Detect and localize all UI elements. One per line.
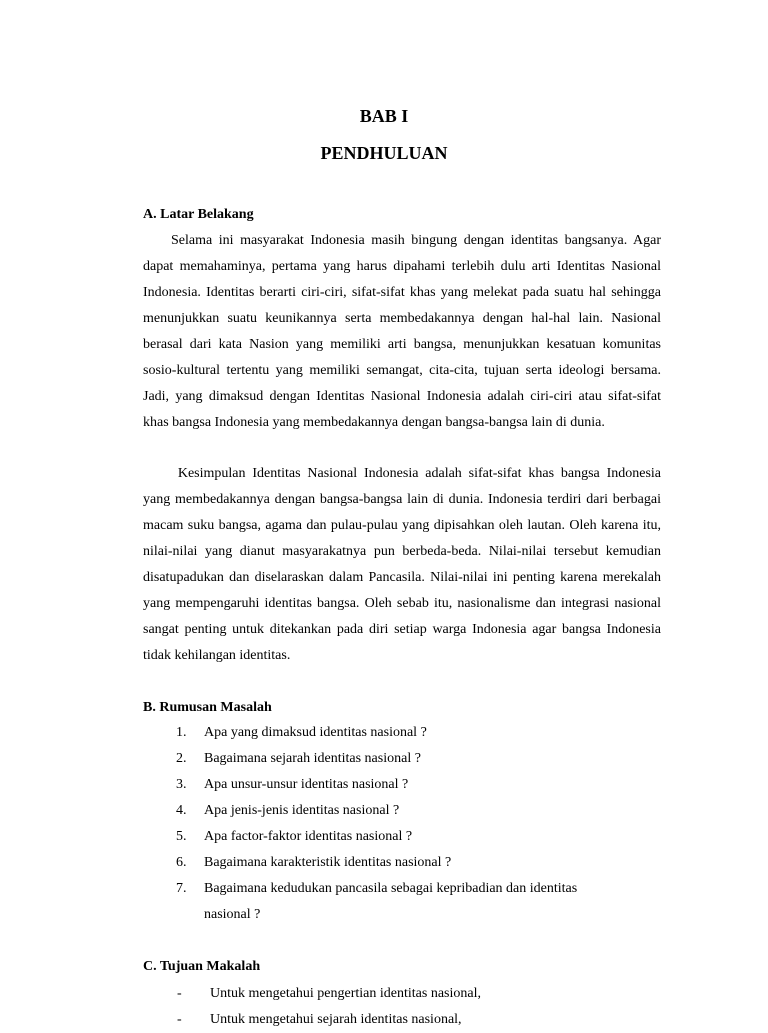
section-b-heading: B. Rumusan Masalah [143, 700, 272, 715]
list-item [143, 1007, 643, 1033]
list-number: 4. [176, 803, 187, 818]
list-item [143, 850, 623, 876]
list-number: 6. [176, 855, 187, 870]
paragraph-1: Selama ini masyarakat Indonesia masih bingung dengan identitas bangsanya. Agar dapat memahaminya, pertama yang harus dipahami terlebih dulu arti Identitas Nasional Indonesia. Identitas berarti ciri-ciri, sifat-sifat khas yang melekat pada suatu hal sehingga menunjukkan suatu keunikannya serta membedakannya dengan hal-hal lain. Nasional berasal dari kata Nasion yang memiliki arti bangsa, menunjukkan kesatuan komunitas sosio-kultural tertentu yang memiliki semangat, cita-cita, tujuan serta ideologi bersama. Jadi, yang dimaksud dengan Identitas Nasional Indonesia adalah ciri-ciri atau sifat-sifat khas bangsa Indonesia yang membedakannya dengan bangsa-bangsa lain di dunia. [143, 233, 661, 430]
list-bullet: - [177, 986, 182, 1001]
list-number: 7. [176, 881, 187, 896]
list-item [143, 876, 623, 928]
list-item [143, 720, 623, 746]
list-text: Apa yang dimaksud identitas nasional ? [204, 725, 427, 740]
list-item [143, 798, 623, 824]
list-text: Bagaimana sejarah identitas nasional ? [204, 751, 421, 766]
list-text: Apa jenis-jenis identitas nasional ? [204, 803, 400, 818]
list-bullet: - [177, 1012, 182, 1027]
list-item [143, 772, 623, 798]
paragraph-2: Kesimpulan Identitas Nasional Indonesia adalah sifat-sifat khas bangsa Indonesia yang membedakannya dengan bangsa-bangsa lain di dunia. Indonesia terdiri dari berbagai macam suku bangsa, agama dan pulau-pulau yang dipisahkan oleh lautan. Oleh karena itu, nilai-nilai yang dianut masyarakatnya pun berbeda-beda. Nilai-nilai tersebut kemudian disatupadukan dan diselaraskan dalam Pancasila. Nilai-nilai ini penting karena merekalah yang mempengaruhi identitas bangsa. Oleh sebab itu, nasionalisme dan integrasi nasional sangat penting untuk ditekankan pada diri setiap warga Indonesia agar bangsa Indonesia tidak kehilangan identitas. [143, 466, 662, 663]
list-number: 2. [176, 751, 187, 766]
problem-list [143, 720, 623, 928]
list-text: Untuk mengetahui sejarah identitas nasional, [210, 1012, 462, 1027]
section-a-heading: A. Latar Belakang [143, 207, 254, 222]
list-item [143, 824, 623, 850]
list-text: Bagaimana karakteristik identitas nasional ? [204, 855, 452, 870]
chapter-number: BAB I [359, 106, 409, 126]
list-text: Apa factor-faktor identitas nasional ? [204, 829, 413, 844]
list-text: Bagaimana kedudukan pancasila sebagai kepribadian dan identitas nasional ? [204, 881, 578, 922]
list-item [143, 746, 623, 772]
section-c-heading: C. Tujuan Makalah [143, 959, 261, 974]
list-number: 1. [176, 725, 187, 740]
list-item [143, 981, 643, 1007]
list-text: Untuk mengetahui pengertian identitas nasional, [210, 986, 481, 1001]
chapter-title: PENDHULUAN [320, 143, 448, 163]
list-number: 5. [176, 829, 187, 844]
list-number: 3. [176, 777, 187, 792]
list-text: Apa unsur-unsur identitas nasional ? [204, 777, 409, 792]
objective-list [143, 981, 643, 1033]
